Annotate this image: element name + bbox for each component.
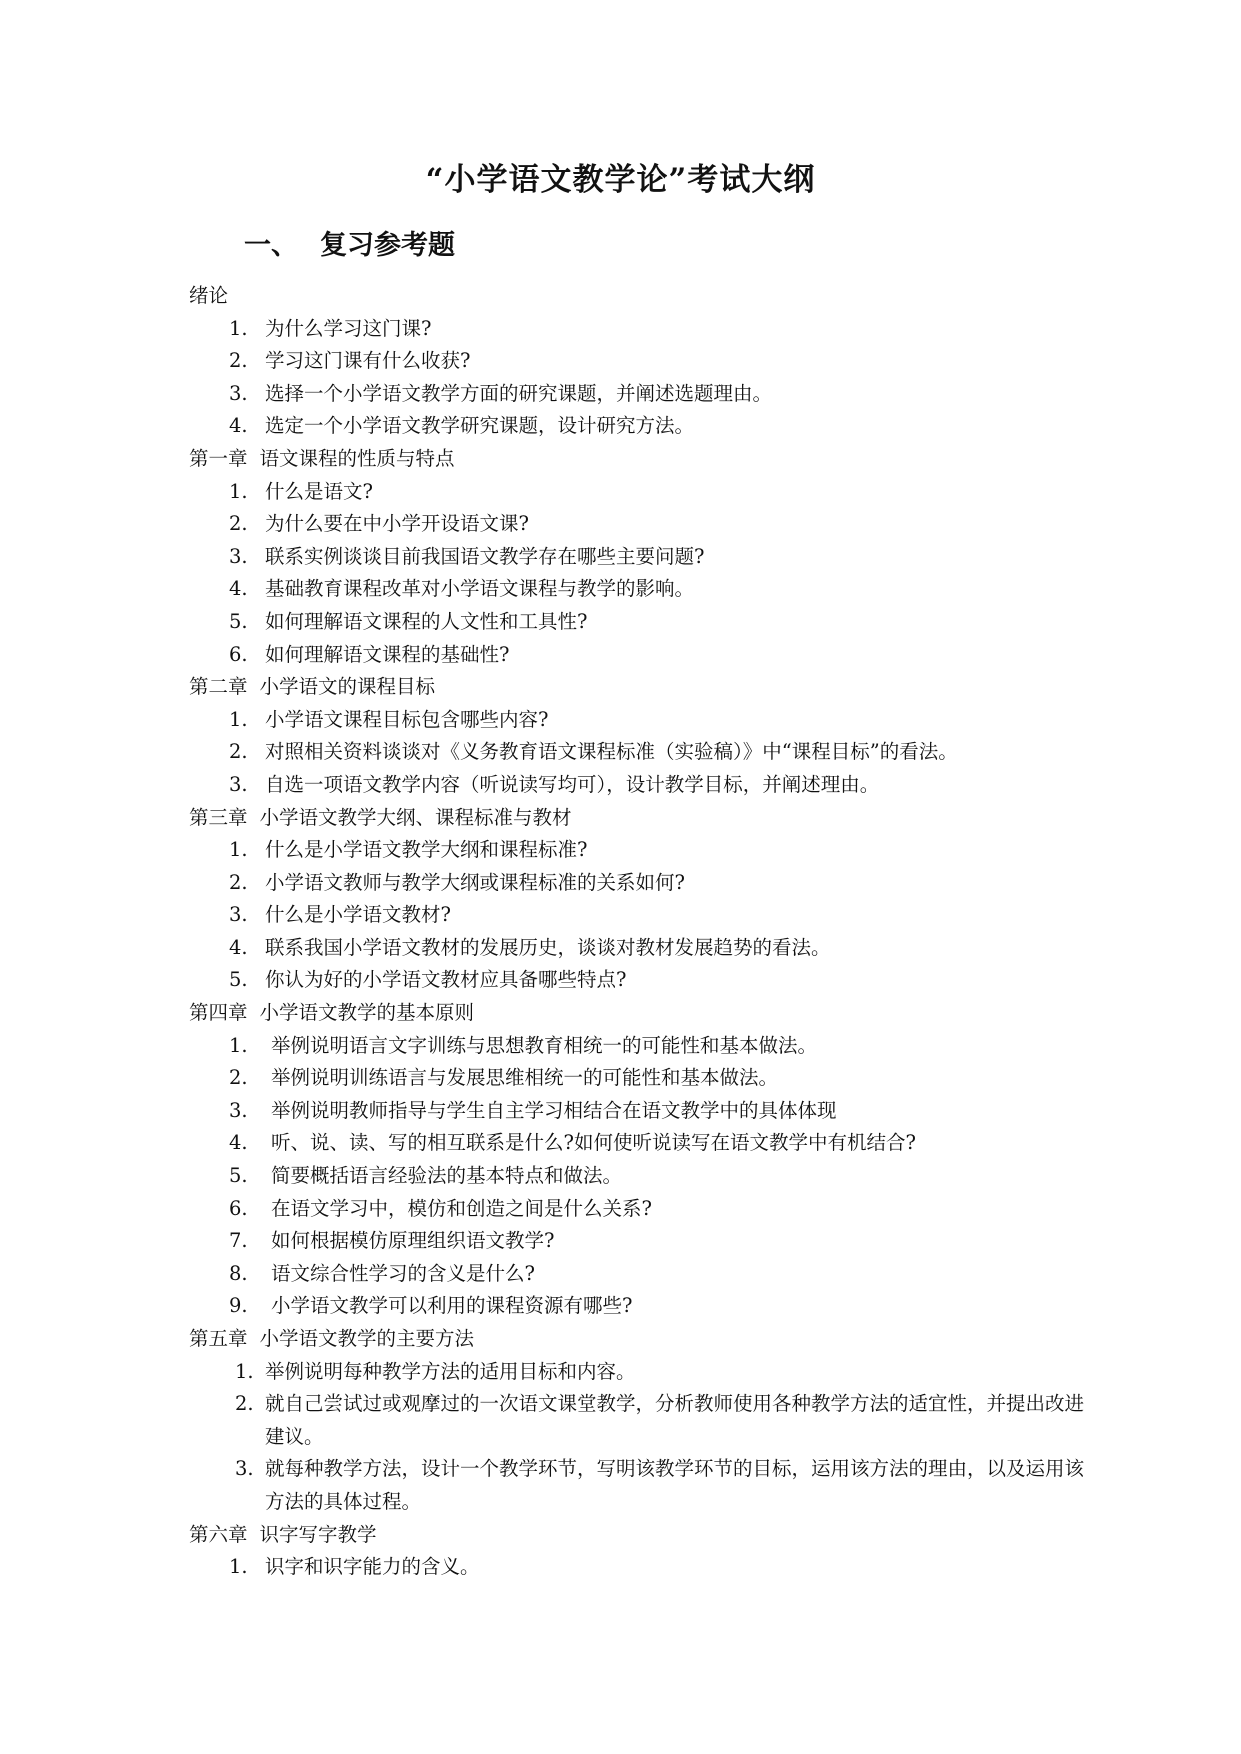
document-title: “小学语文教学论”考试大纲 (425, 162, 816, 198)
chapter-heading: 第三章 小学语文教学大纲、课程标准与教材 (189, 805, 572, 829)
list-item: 2. 对照相关资料谈谈对《义务教育语文课程标准（实验稿）》中“课程目标”的看法。 (229, 740, 958, 764)
part-title: 复习参考题 (320, 230, 455, 261)
list-item: 4. 联系我国小学语文教材的发展历史，谈谈对教材发展趋势的看法。 (229, 935, 831, 959)
list-item: 3. 联系实例谈谈目前我国语文教学存在哪些主要问题? (229, 544, 705, 568)
list-item: 4. 听、说、读、写的相互联系是什么?如何使听说读写在语文教学中有机结合? (229, 1131, 916, 1155)
part-heading (244, 228, 455, 264)
chapter-heading: 第五章 小学语文教学的主要方法 (189, 1327, 475, 1350)
list-item: 1. 什么是语文? (229, 479, 373, 503)
list-item: 3. 自选一项语文教学内容（听说读写均可），设计教学目标，并阐述理由。 (229, 772, 880, 796)
section-heading-intro: 绪论 (189, 284, 229, 307)
list-item: 2. 就自己尝试过或观摩过的一次语文课堂教学，分析教师使用各种教学方法的适宜性，并提出改进建议。 (235, 1392, 1085, 1448)
list-item: 3. 就每种教学方法，设计一个教学环节，写明该教学环节的目标，运用该方法的理由，以及运用该方法的具体过程。 (235, 1457, 1085, 1513)
list-item: 1. 什么是小学语文教学大纲和课程标准? (229, 838, 588, 862)
list-item: 1. 为什么学习这门课? (229, 316, 432, 340)
list-item: 4. 选定一个小学语文教学研究课题，设计研究方法。 (229, 414, 695, 438)
list-item: 1. 识字和识字能力的含义。 (229, 1555, 480, 1579)
list-item: 1. 小学语文课程目标包含哪些内容? (229, 707, 549, 731)
chapter-heading: 第四章 小学语文教学的基本原则 (189, 1001, 475, 1025)
chapter-heading: 第六章 识字写字教学 (189, 1522, 377, 1546)
list-item: 2. 小学语文教师与教学大纲或课程标准的关系如何? (229, 870, 685, 894)
list-item: 6. 如何理解语文课程的基础性? (229, 642, 510, 666)
list-item: 3. 举例说明教师指导与学生自主学习相结合在语文教学中的具体体现 (229, 1098, 837, 1122)
list-item: 5. 如何理解语文课程的人文性和工具性? (229, 609, 588, 633)
list-item: 9. 小学语文教学可以利用的课程资源有哪些? (229, 1294, 633, 1318)
list-item: 4. 基础教育课程改革对小学语文课程与教学的影响。 (229, 577, 695, 601)
list-item: 5. 简要概括语言经验法的基本特点和做法。 (229, 1164, 623, 1188)
list-item: 2. 为什么要在中小学开设语文课? (229, 512, 529, 536)
part-number: 一、 (244, 230, 298, 261)
list-item: 5. 你认为好的小学语文教材应具备哪些特点? (229, 968, 627, 992)
chapter-heading: 第二章 小学语文的课程目标 (189, 675, 436, 699)
list-item: 1. 举例说明每种教学方法的适用目标和内容。 (235, 1359, 636, 1383)
list-item: 1. 举例说明语言文字训练与思想教育相统一的可能性和基本做法。 (229, 1033, 818, 1057)
list-item: 8. 语文综合性学习的含义是什么? (229, 1261, 535, 1285)
list-item: 7. 如何根据模仿原理组织语文教学? (229, 1229, 555, 1253)
outline (189, 280, 1089, 1584)
list-item: 6. 在语文学习中，模仿和创造之间是什么关系? (229, 1196, 652, 1220)
list-item: 2. 举例说明训练语言与发展思维相统一的可能性和基本做法。 (229, 1066, 779, 1090)
chapter-heading: 第一章 语文课程的性质与特点 (189, 446, 455, 470)
list-item: 2. 学习这门课有什么收获? (229, 349, 471, 373)
list-item: 3. 什么是小学语文教材? (229, 903, 451, 927)
list-item: 3. 选择一个小学语文教学方面的研究课题，并阐述选题理由。 (229, 381, 773, 405)
